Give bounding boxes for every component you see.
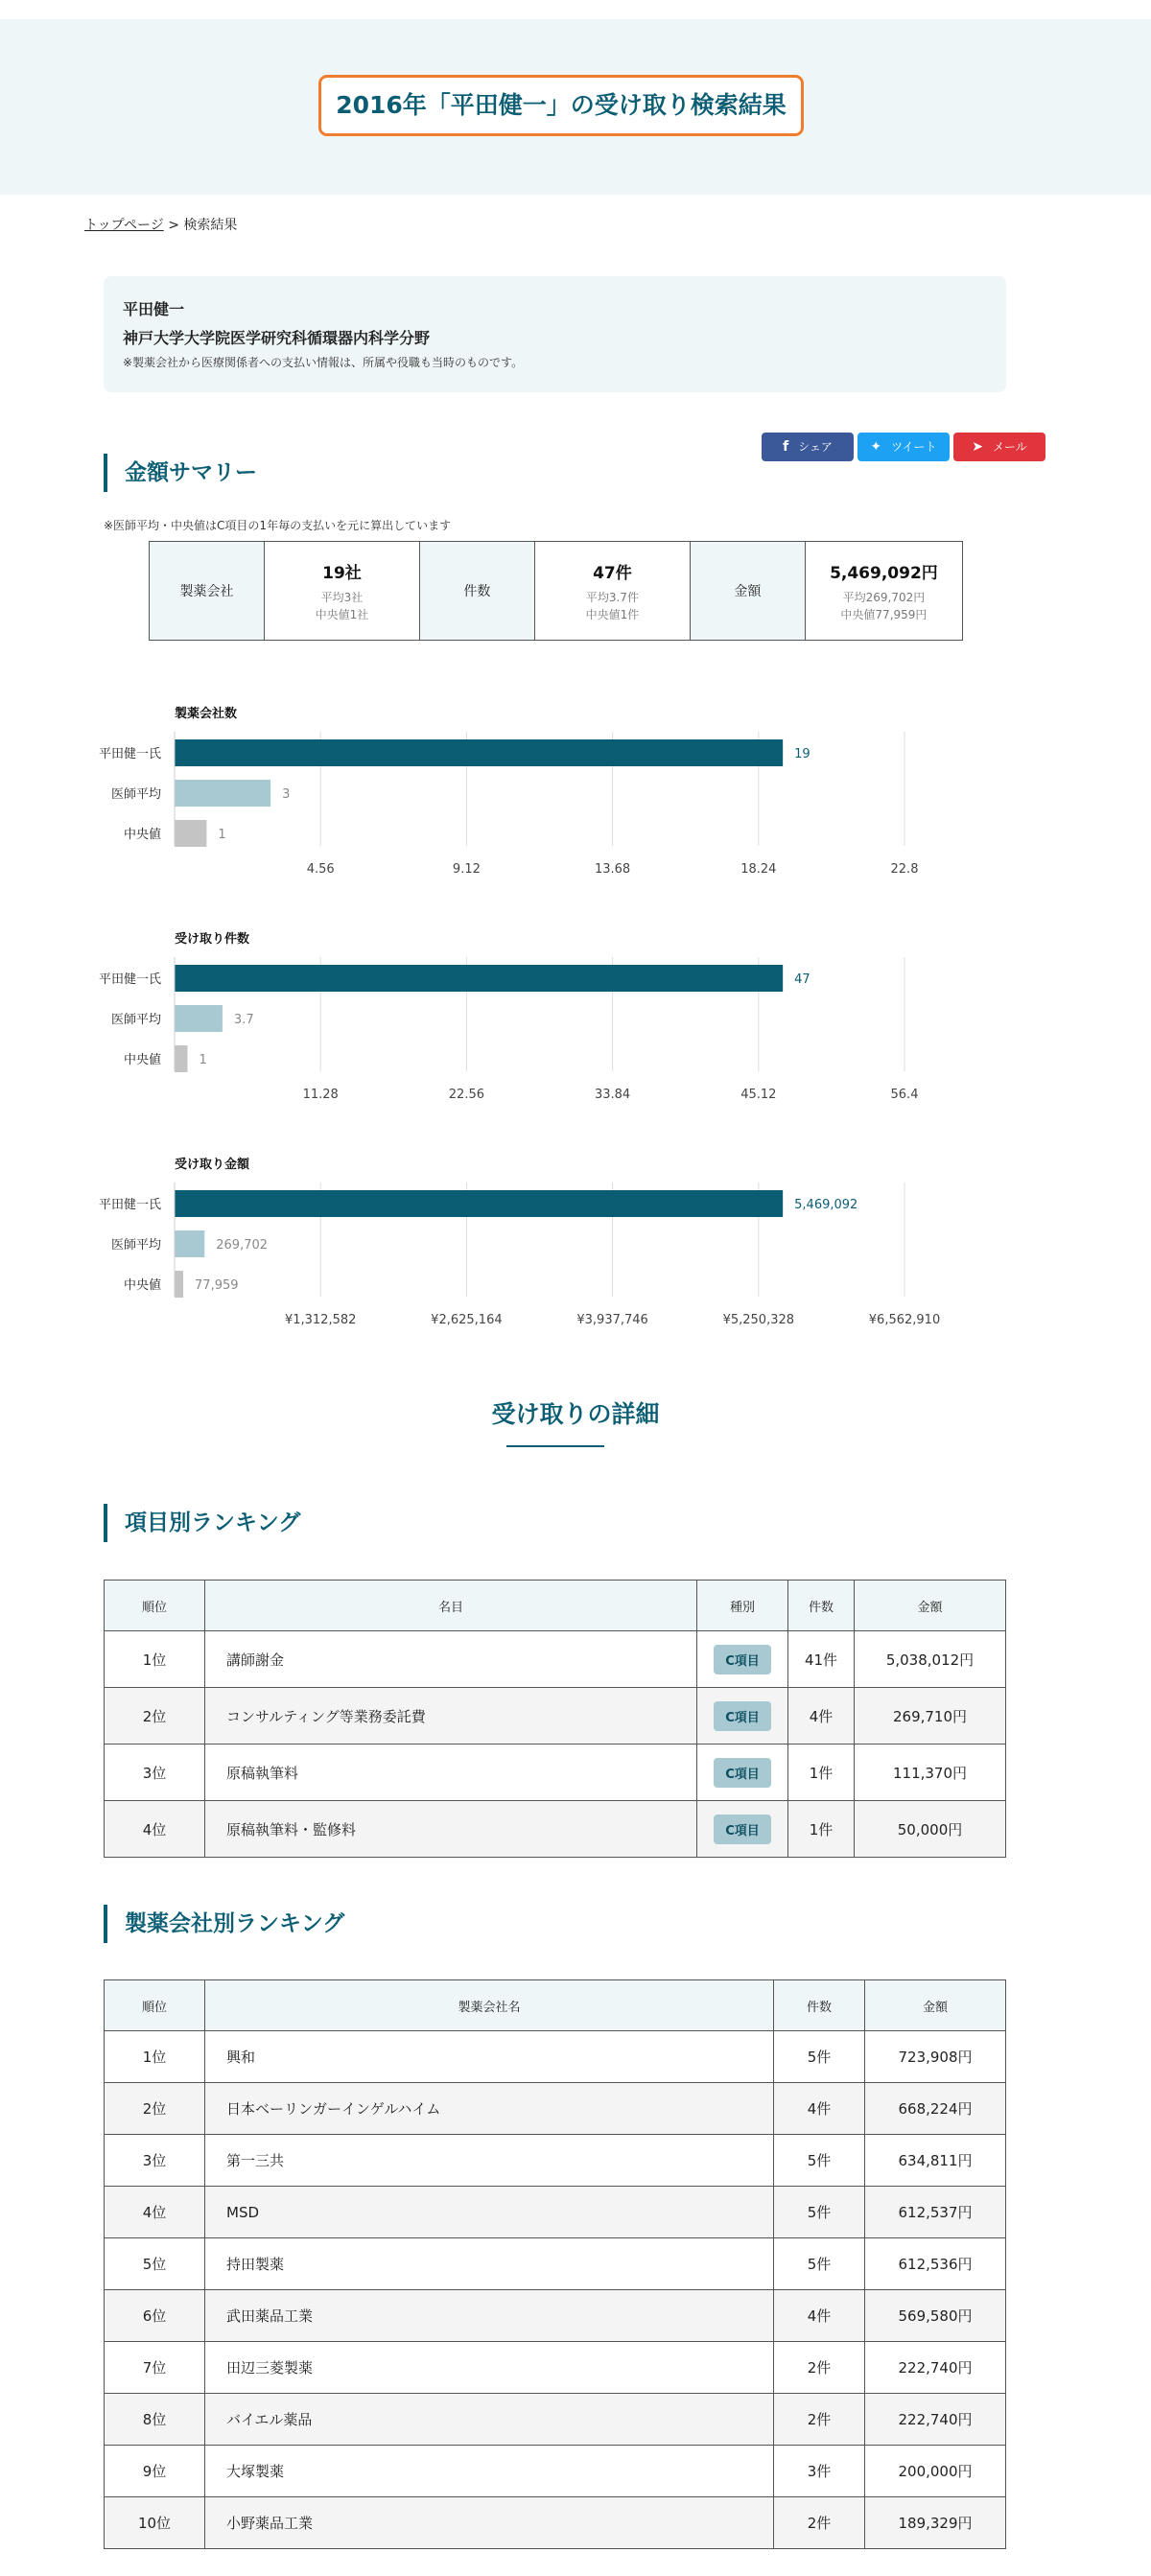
company-amount: 634,811円 xyxy=(865,2135,1006,2187)
bar-value-label: 5,469,092 xyxy=(794,1198,858,1212)
amount-label: 金額 xyxy=(690,542,805,641)
company-name: 第一三共 xyxy=(205,2135,774,2187)
x-tick-label: 4.56 xyxy=(306,862,335,877)
summary-section-title: 金額サマリー xyxy=(104,454,257,492)
company-amount: 612,536円 xyxy=(865,2238,1006,2290)
item-amount: 50,000円 xyxy=(855,1801,1006,1858)
twitter-share-label: ツイート xyxy=(891,440,937,454)
chart-title: 受け取り金額 xyxy=(175,1158,250,1172)
company-count: 4件 xyxy=(774,2290,865,2342)
table-row xyxy=(105,2238,1006,2290)
company-ranking-table xyxy=(104,1979,1006,2549)
table-row xyxy=(105,2290,1006,2342)
facebook-share-label: シェア xyxy=(798,440,833,454)
companies-label: 製薬会社 xyxy=(150,542,265,641)
company-ranking-header-row xyxy=(105,1980,1006,2031)
bar xyxy=(175,1045,187,1072)
cases-avg: 平均3.7件 xyxy=(585,590,639,604)
bar xyxy=(175,820,206,847)
company-rank: 10位 xyxy=(105,2497,205,2549)
table-row xyxy=(105,2342,1006,2394)
table-row xyxy=(105,2446,1006,2497)
facebook-icon: f xyxy=(783,439,789,455)
item-count: 41件 xyxy=(788,1631,855,1688)
category-label: 平田健一氏 xyxy=(98,1198,161,1212)
bar-value-label: 47 xyxy=(794,972,810,987)
bar-value-label: 1 xyxy=(218,828,226,842)
x-tick-label: ¥2,625,164 xyxy=(431,1313,503,1327)
item-count: 1件 xyxy=(788,1745,855,1801)
category-label: 中央値 xyxy=(123,1278,161,1293)
category-label: 医師平均 xyxy=(110,1013,161,1027)
item-amount: 5,038,012円 xyxy=(855,1631,1006,1688)
paper-plane-icon: ➤ xyxy=(972,439,983,455)
chart-title: 製薬会社数 xyxy=(175,707,238,721)
table-row xyxy=(105,2187,1006,2238)
company-amount: 612,537円 xyxy=(865,2187,1006,2238)
company-name: 武田薬品工業 xyxy=(205,2290,774,2342)
item-name: 原稿執筆料・監修料 xyxy=(205,1801,697,1858)
companies-cell xyxy=(264,542,419,641)
item-header-name: 名目 xyxy=(205,1581,697,1631)
bar-value-label: 1 xyxy=(199,1053,207,1067)
x-tick-label: ¥6,562,910 xyxy=(868,1313,941,1327)
x-tick-label: 18.24 xyxy=(740,862,777,877)
bar-value-label: 3 xyxy=(282,787,291,802)
breadcrumb-separator: > xyxy=(163,218,184,233)
summary-table xyxy=(149,541,963,641)
item-header-amount: 金額 xyxy=(855,1581,1006,1631)
company-amount: 723,908円 xyxy=(865,2031,1006,2083)
cases-bar-chart xyxy=(0,925,1151,1117)
amount-avg: 平均269,702円 xyxy=(842,590,926,604)
type-badge: C項目 xyxy=(714,1815,771,1844)
company-rank: 9位 xyxy=(105,2446,205,2497)
companies-avg: 平均3社 xyxy=(320,590,364,604)
x-tick-label: 56.4 xyxy=(890,1088,919,1102)
company-name: 小野薬品工業 xyxy=(205,2497,774,2549)
table-row xyxy=(105,2083,1006,2135)
table-row xyxy=(105,1801,1006,1858)
table-row xyxy=(105,1631,1006,1688)
doctor-name: 平田健一 xyxy=(123,300,185,318)
x-tick-label: ¥3,937,746 xyxy=(576,1313,648,1327)
company-rank: 1位 xyxy=(105,2031,205,2083)
company-rank: 4位 xyxy=(105,2187,205,2238)
table-row xyxy=(105,2135,1006,2187)
x-tick-label: 13.68 xyxy=(594,862,631,877)
cases-median: 中央値1件 xyxy=(585,607,640,621)
bar xyxy=(175,1005,223,1032)
company-name: 興和 xyxy=(205,2031,774,2083)
company-amount: 200,000円 xyxy=(865,2446,1006,2497)
bar xyxy=(175,965,783,992)
company-name: 田辺三菱製薬 xyxy=(205,2342,774,2394)
twitter-share-button[interactable] xyxy=(857,433,950,461)
item-amount: 111,370円 xyxy=(855,1745,1006,1801)
item-name: コンサルティング等業務委託費 xyxy=(205,1688,697,1745)
companies-bar-chart xyxy=(0,700,1151,892)
cases-cell xyxy=(534,542,690,641)
companies-median: 中央値1社 xyxy=(315,607,369,621)
twitter-icon: ✦ xyxy=(870,439,882,455)
mail-share-label: メール xyxy=(992,440,1027,454)
mail-share-button[interactable] xyxy=(953,433,1045,461)
category-label: 平田健一氏 xyxy=(98,747,161,761)
category-label: 中央値 xyxy=(123,1053,161,1067)
bar-value-label: 77,959 xyxy=(195,1278,239,1293)
bar-value-label: 269,702 xyxy=(216,1238,269,1253)
detail-title-underline xyxy=(506,1445,604,1447)
chart-title: 受け取り件数 xyxy=(175,932,250,947)
item-type-cell xyxy=(697,1631,788,1688)
table-row xyxy=(105,1688,1006,1745)
amount-median: 中央値77,959円 xyxy=(840,607,928,621)
category-label: 平田健一氏 xyxy=(98,972,161,987)
doctor-profile-card xyxy=(104,276,1006,392)
company-header-rank: 順位 xyxy=(105,1980,205,2031)
table-row xyxy=(105,2394,1006,2446)
x-tick-label: 11.28 xyxy=(302,1088,339,1102)
company-name: バイエル薬品 xyxy=(205,2394,774,2446)
company-rank: 7位 xyxy=(105,2342,205,2394)
bar-value-label: 19 xyxy=(794,747,810,761)
x-tick-label: ¥5,250,328 xyxy=(722,1313,795,1327)
item-type-cell xyxy=(697,1688,788,1745)
company-count: 5件 xyxy=(774,2031,865,2083)
cases-label: 件数 xyxy=(419,542,534,641)
company-count: 5件 xyxy=(774,2135,865,2187)
company-header-count: 件数 xyxy=(774,1980,865,2031)
item-count: 4件 xyxy=(788,1688,855,1745)
company-count: 3件 xyxy=(774,2446,865,2497)
x-tick-label: 45.12 xyxy=(740,1088,777,1102)
breadcrumb-home-link[interactable]: トップページ xyxy=(84,218,164,233)
company-amount: 189,329円 xyxy=(865,2497,1006,2549)
page-title: 2016年「平田健一」の受け取り検索結果 xyxy=(318,75,804,136)
company-count: 2件 xyxy=(774,2342,865,2394)
x-tick-label: 22.8 xyxy=(890,862,919,877)
company-count: 2件 xyxy=(774,2497,865,2549)
x-tick-label: 9.12 xyxy=(452,862,481,877)
company-name: 日本ベーリンガーインゲルハイム xyxy=(205,2083,774,2135)
detail-section-title: 受け取りの詳細 xyxy=(491,1400,660,1428)
amount-cell xyxy=(805,542,962,641)
doctor-affiliation: 神戸大学大学院医学研究科循環器内科学分野 xyxy=(123,329,431,347)
item-name: 講師謝金 xyxy=(205,1631,697,1688)
type-badge: C項目 xyxy=(714,1701,771,1731)
category-label: 中央値 xyxy=(123,828,161,842)
company-amount: 569,580円 xyxy=(865,2290,1006,2342)
x-tick-label: 33.84 xyxy=(594,1088,631,1102)
profile-note: ※製薬会社から医療関係者への支払い情報は、所属や役職も当時のものです。 xyxy=(123,356,524,369)
item-amount: 269,710円 xyxy=(855,1688,1006,1745)
company-name: MSD xyxy=(205,2187,774,2238)
breadcrumb-current: 検索結果 xyxy=(183,218,238,233)
hero-banner xyxy=(0,19,1151,195)
company-count: 4件 xyxy=(774,2083,865,2135)
company-amount: 668,224円 xyxy=(865,2083,1006,2135)
x-tick-label: ¥1,312,582 xyxy=(284,1313,357,1327)
company-rank: 2位 xyxy=(105,2083,205,2135)
company-rank: 3位 xyxy=(105,2135,205,2187)
company-rank: 8位 xyxy=(105,2394,205,2446)
item-count: 1件 xyxy=(788,1801,855,1858)
companies-value: 19社 xyxy=(322,563,362,583)
item-rank: 3位 xyxy=(105,1745,205,1801)
company-header-amount: 金額 xyxy=(865,1980,1006,2031)
company-rank: 5位 xyxy=(105,2238,205,2290)
item-type-cell xyxy=(697,1801,788,1858)
table-row xyxy=(105,2031,1006,2083)
company-ranking-title: 製薬会社別ランキング xyxy=(104,1905,344,1943)
amount-value: 5,469,092円 xyxy=(830,563,938,583)
item-header-type: 種別 xyxy=(697,1581,788,1631)
company-name: 持田製薬 xyxy=(205,2238,774,2290)
company-rank: 6位 xyxy=(105,2290,205,2342)
bar xyxy=(175,1271,183,1298)
item-rank: 4位 xyxy=(105,1801,205,1858)
x-tick-label: 22.56 xyxy=(448,1088,485,1102)
company-amount: 222,740円 xyxy=(865,2394,1006,2446)
company-count: 2件 xyxy=(774,2394,865,2446)
item-rank: 1位 xyxy=(105,1631,205,1688)
company-name: 大塚製薬 xyxy=(205,2446,774,2497)
type-badge: C項目 xyxy=(714,1645,771,1674)
item-header-rank: 順位 xyxy=(105,1581,205,1631)
item-name: 原稿執筆料 xyxy=(205,1745,697,1801)
item-ranking-title: 項目別ランキング xyxy=(104,1504,300,1542)
item-ranking-header-row xyxy=(105,1581,1006,1631)
amount-bar-chart xyxy=(0,1151,1151,1343)
breadcrumb xyxy=(84,215,237,234)
table-row xyxy=(105,2497,1006,2549)
cases-value: 47件 xyxy=(593,563,632,583)
type-badge: C項目 xyxy=(714,1758,771,1788)
table-row xyxy=(105,1745,1006,1801)
item-header-count: 件数 xyxy=(788,1581,855,1631)
company-count: 5件 xyxy=(774,2238,865,2290)
item-rank: 2位 xyxy=(105,1688,205,1745)
bar xyxy=(175,739,783,766)
bar xyxy=(175,1230,204,1257)
category-label: 医師平均 xyxy=(110,1238,161,1253)
facebook-share-button[interactable] xyxy=(762,433,854,461)
summary-disclaimer: ※医師平均・中央値はC項目の1年毎の支払いを元に算出しています xyxy=(104,519,452,532)
company-header-name: 製薬会社名 xyxy=(205,1980,774,2031)
item-type-cell xyxy=(697,1745,788,1801)
bar xyxy=(175,780,270,807)
category-label: 医師平均 xyxy=(110,787,161,802)
bar-value-label: 3.7 xyxy=(233,1013,254,1027)
item-ranking-table xyxy=(104,1580,1006,1858)
company-count: 5件 xyxy=(774,2187,865,2238)
company-amount: 222,740円 xyxy=(865,2342,1006,2394)
bar xyxy=(175,1190,783,1217)
